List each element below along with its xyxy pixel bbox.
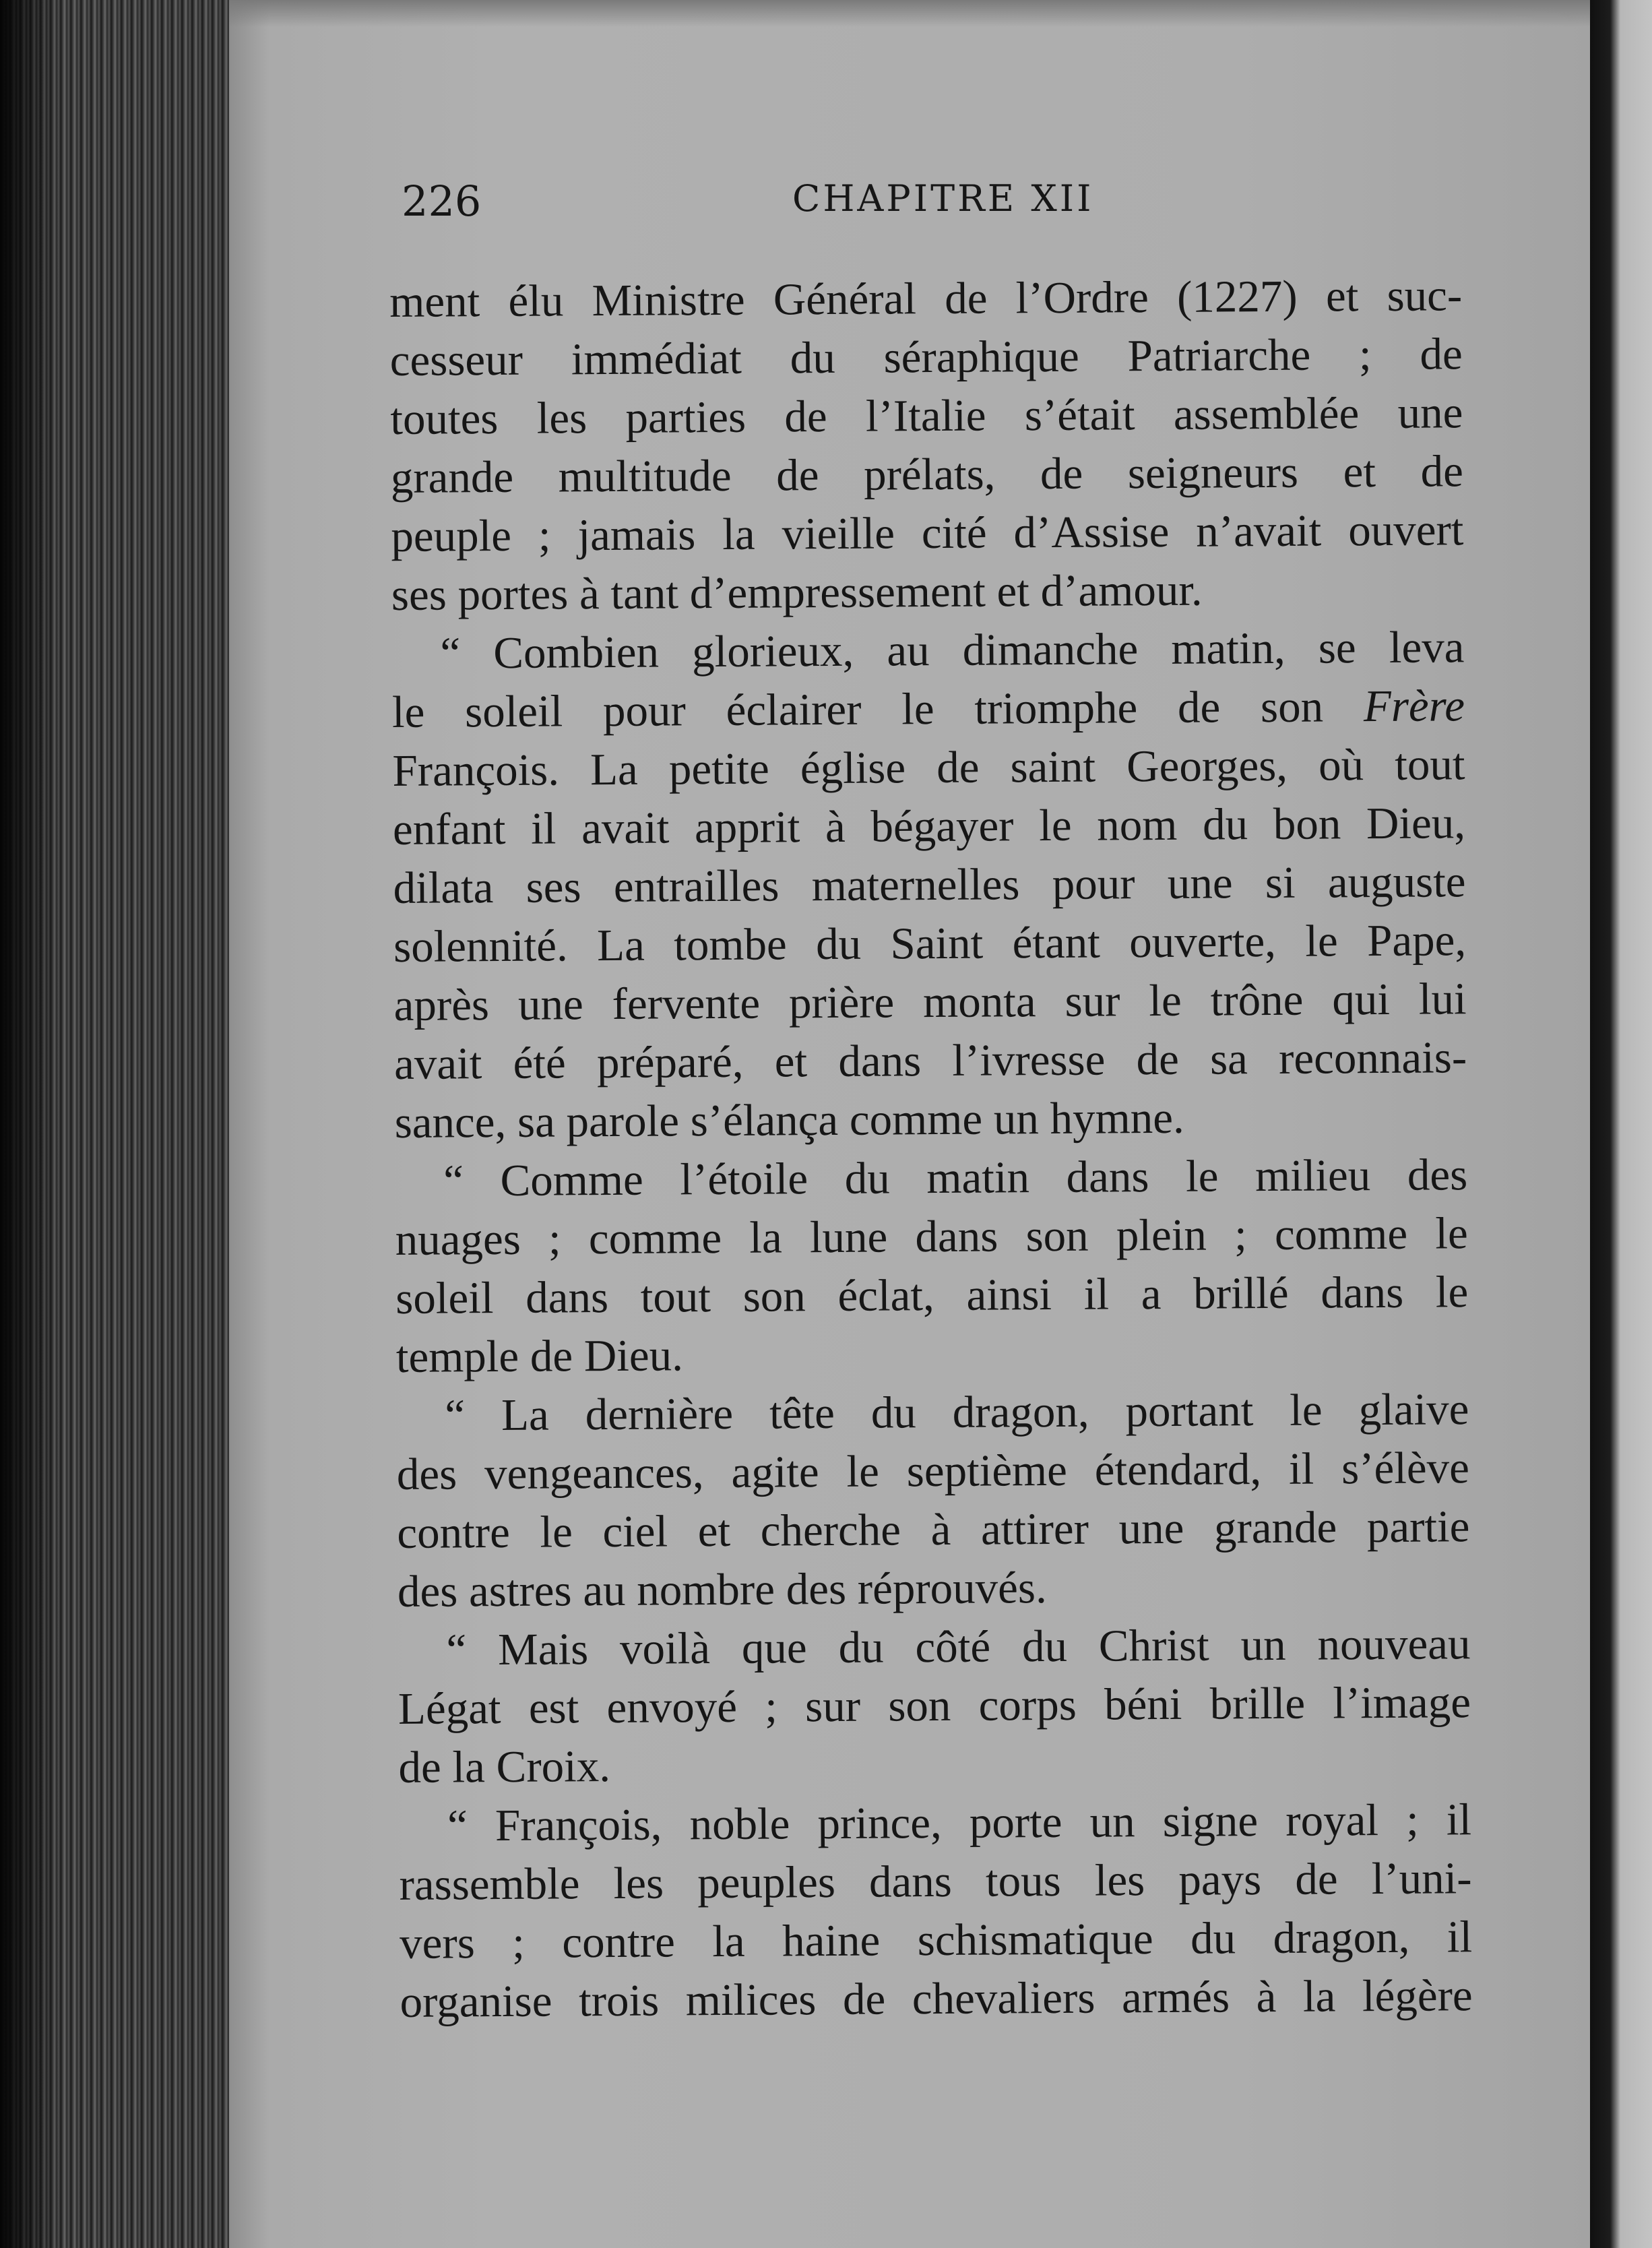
text-line: dilata ses entrailles maternelles pour une si auguste [393, 856, 1466, 913]
text-line: des vengeances, agite le septième étendard, il s’élève [396, 1443, 1470, 1499]
text-line: après une fervente prière monta sur le trône qui lui [393, 974, 1467, 1030]
text-line: cesseur immédiat du séraphique Patriarche ; de [389, 329, 1463, 385]
gutter-and-facing-page [1590, 0, 1652, 2248]
text-line: François. La petite église de saint Georges, où tout [392, 739, 1465, 796]
running-title: CHAPITRE XII [792, 177, 1094, 220]
text-line: avait été préparé, et dans l’ivresse de sa reconnais- [393, 1032, 1467, 1089]
text-line: sance, sa parole s’élança comme un hymne. [394, 1092, 1184, 1148]
text-line: “ Comme l’étoile du matin dans le milieu des [443, 1150, 1468, 1206]
page-number: 226 [402, 177, 482, 226]
text-line: toutes les parties de l’Italie s’était assemblée une [390, 387, 1463, 444]
text-line: Légat est envoyé ; sur son corps béni brille l’image [398, 1677, 1471, 1734]
text-line: rassemble les peuples dans tous les pays de l’uni- [399, 1853, 1472, 1910]
text-line: nuages ; comme la lune dans son plein ; comme le [395, 1208, 1468, 1265]
text-line: organise trois milices de chevaliers armés à la légère [400, 1970, 1473, 2027]
text-line: ses portes à tant d’empressement et d’amour. [391, 565, 1203, 620]
text-line: “ Mais voilà que du côté du Christ un nouveau [446, 1619, 1471, 1675]
text-line: “ La dernière tête du dragon, portant le glaive [445, 1384, 1469, 1441]
text-line: vers ; contre la haine schismatique du dragon, il [399, 1912, 1473, 1968]
text-line: ment élu Ministre Général de l’Ordre (1227) et suc- [389, 270, 1463, 327]
text-line: grande multitude de prélats, de seigneurs et de [390, 446, 1464, 503]
text-line: “ Combien glorieux, au dimanche matin, se leva [440, 622, 1465, 679]
text-line: des astres au nombre des réprouvés. [397, 1563, 1047, 1617]
text-line: de la Croix. [398, 1741, 611, 1792]
text-line: le soleil pour éclairer le triomphe de son Frère [391, 681, 1465, 737]
top-shadow [229, 0, 1590, 27]
text-line: “ François, noble prince, porte un signe royal ; il [447, 1794, 1472, 1851]
text-line: contre le ciel et cherche à attirer une grande partie [397, 1501, 1470, 1558]
text-line: enfant il avait apprit à bégayer le nom du bon Dieu, [392, 798, 1466, 854]
text-line: solennité. La tombe du Saint étant ouverte, le Pape, [393, 915, 1467, 972]
text-line: temple de Dieu. [395, 1330, 684, 1382]
page-edges-shadow [0, 0, 61, 2248]
text-line: soleil dans tout son éclat, ainsi il a brillé dans le [395, 1267, 1469, 1323]
text-line: peuple ; jamais la vieille cité d’Assise n’avait ouvert [391, 505, 1464, 561]
body-text [389, 266, 1473, 2032]
